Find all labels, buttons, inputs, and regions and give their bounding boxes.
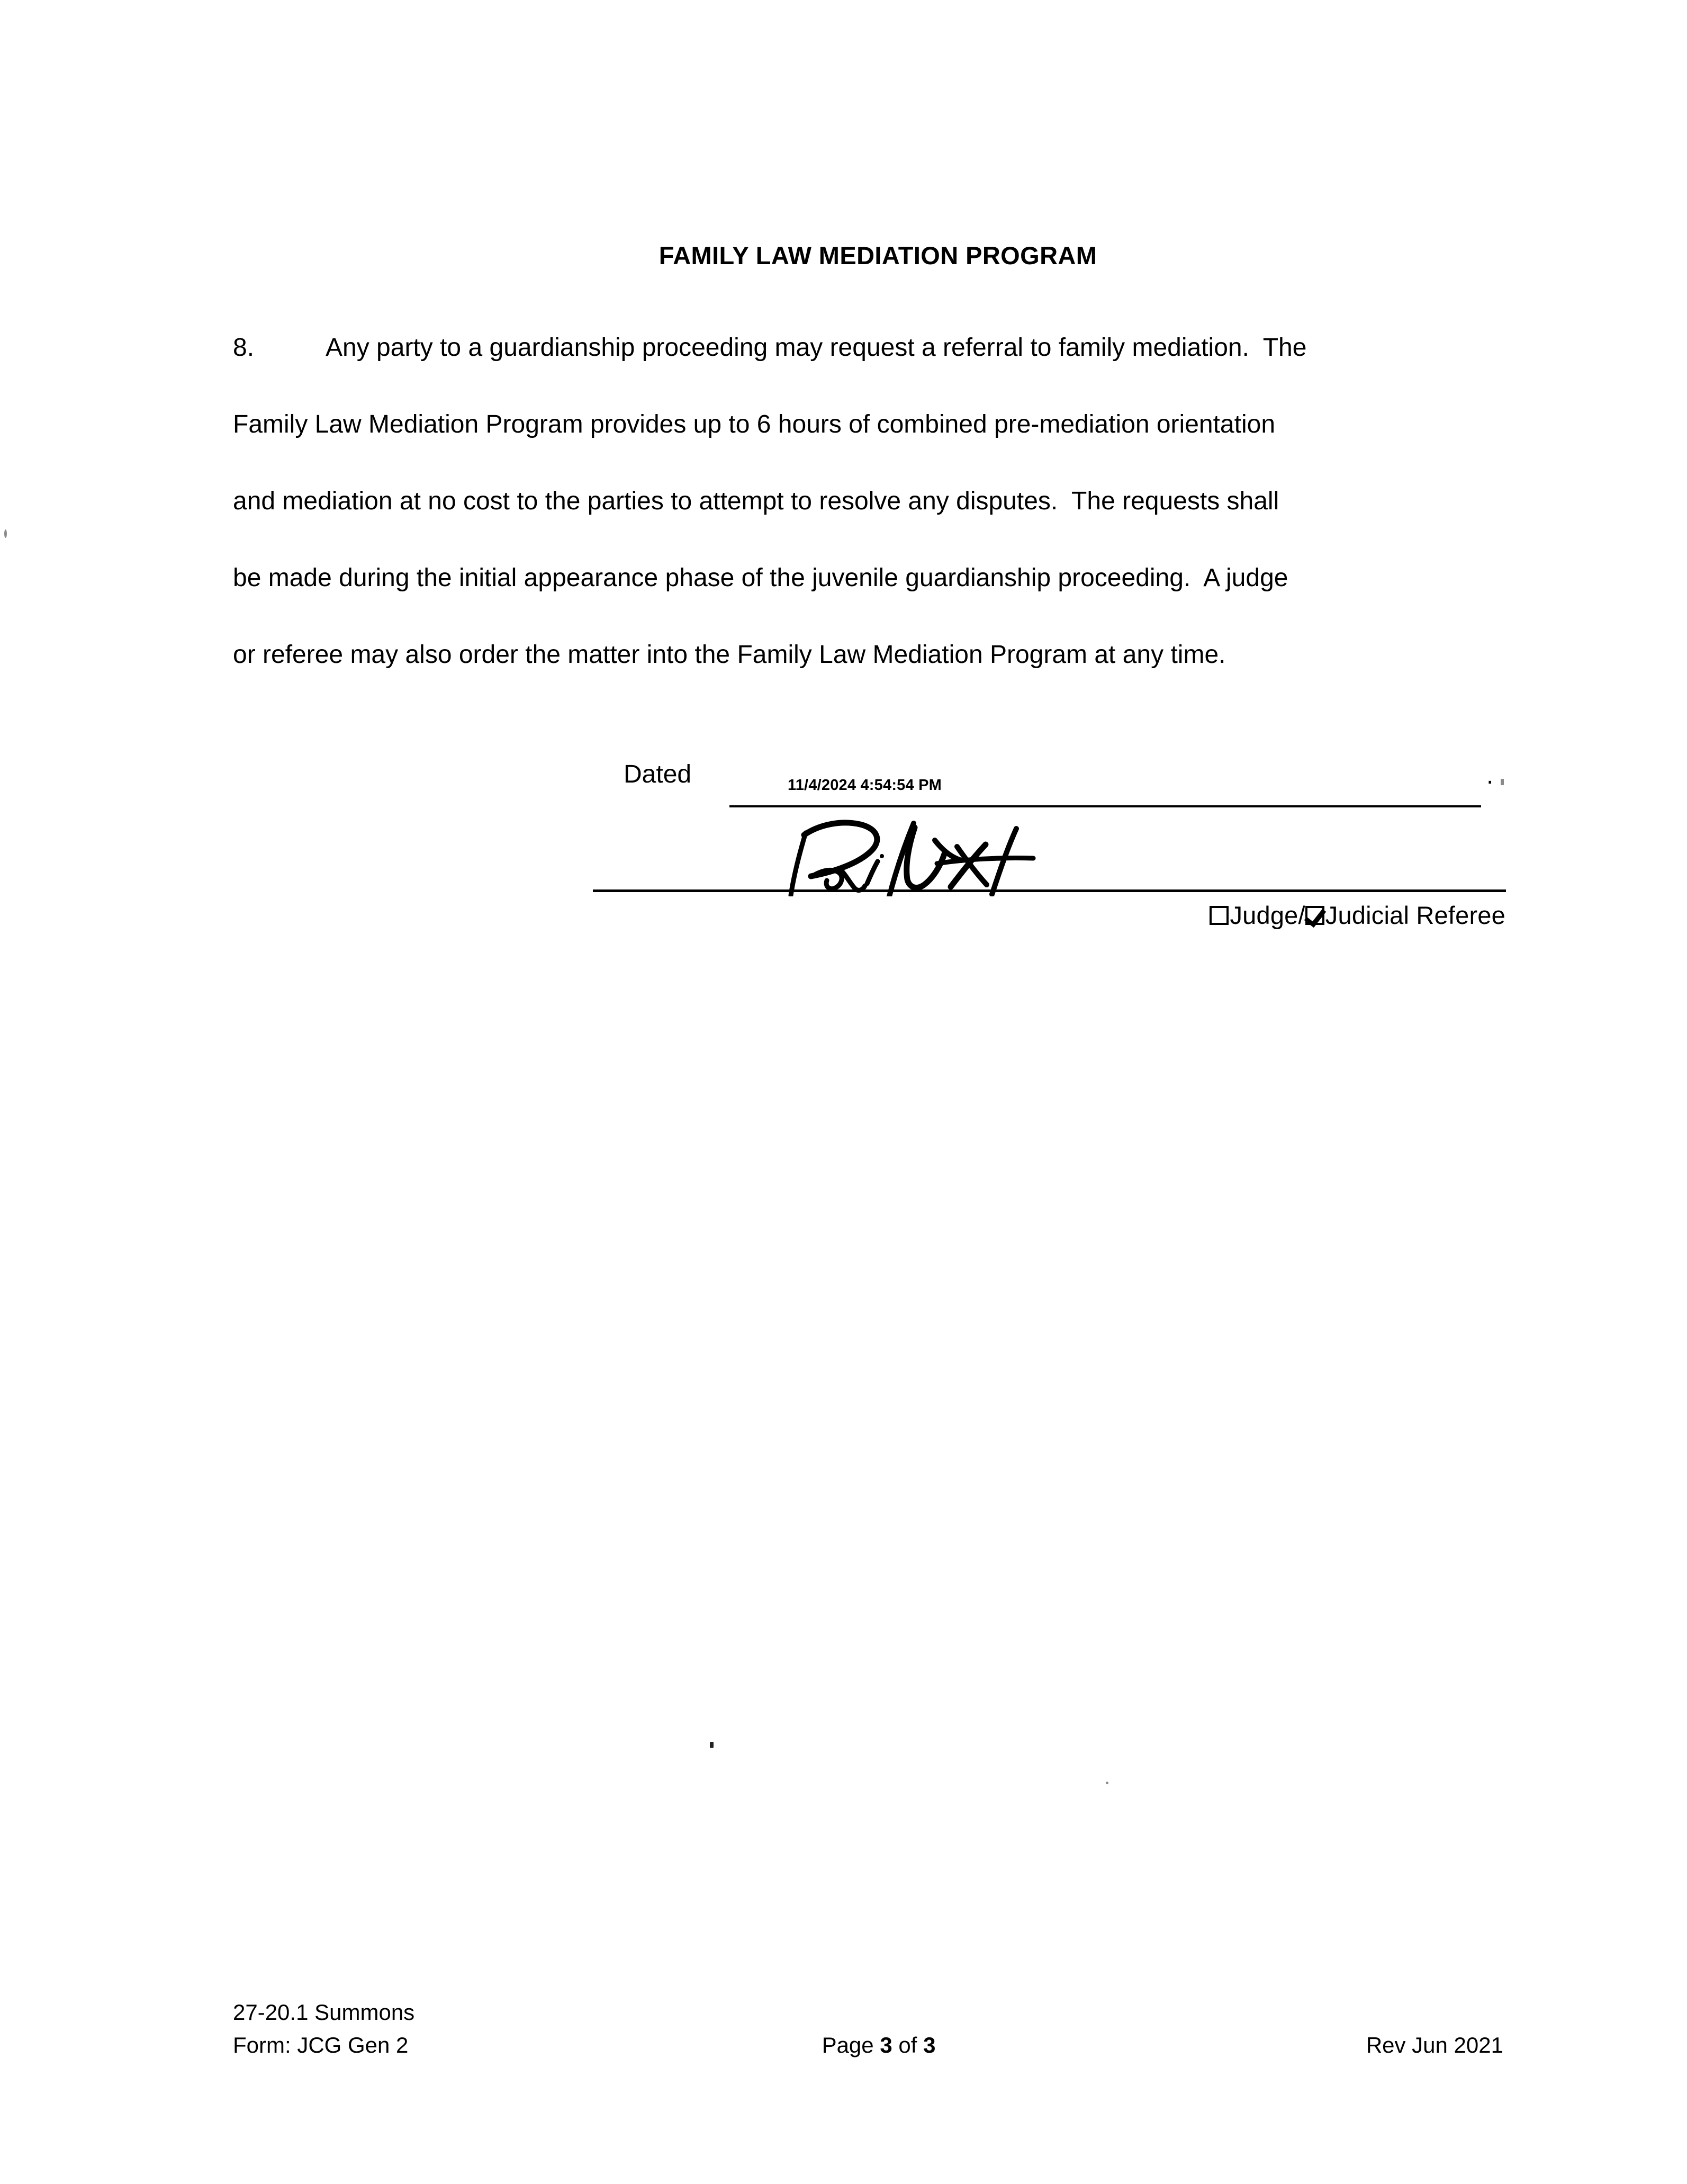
- paragraph-line-text: and mediation at no cost to the parties to attempt to resolve any disputes. The requests shall: [233, 487, 1279, 515]
- paragraph-line-text: Family Law Mediation Program provides up to 6 hours of combined pre-mediation orientation: [233, 410, 1276, 438]
- paragraph-line: [233, 328, 1487, 405]
- dated-value[interactable]: 11/4/2024 4:54:54 PM: [788, 777, 942, 794]
- paragraph-line: [233, 405, 1487, 482]
- paragraph-line-text: Any party to a guardianship proceeding may request a referral to family mediation. The: [326, 334, 1307, 362]
- page-total: 3: [923, 2033, 936, 2057]
- dated-row: [624, 754, 1508, 818]
- scan-speck: [4, 529, 7, 538]
- scan-speck: [710, 1742, 714, 1748]
- dated-label: Dated: [624, 760, 692, 788]
- paragraph-line: [233, 559, 1487, 635]
- paragraph-line-text: or referee may also order the matter into the Family Law Mediation Program at any time.: [233, 641, 1226, 669]
- judicial-referee-checkbox[interactable]: [1305, 906, 1324, 925]
- paragraph-number: 8.: [233, 334, 255, 362]
- judge-checkbox[interactable]: [1210, 906, 1229, 925]
- dated-trailing-period: .: [1486, 761, 1494, 789]
- page-footer: [233, 1996, 1503, 2075]
- paragraph-line-text: be made during the initial appearance phase of the juvenile guardianship proceeding. A judge: [233, 564, 1288, 592]
- judge-label: Judge: [1230, 901, 1298, 929]
- page-current: 3: [880, 2033, 892, 2057]
- footer-form-number: 27-20.1 Summons: [233, 2000, 415, 2025]
- paragraph-line: [233, 482, 1487, 559]
- page-middle: of: [892, 2033, 924, 2057]
- signature-ink: [778, 817, 1080, 896]
- paragraph-8: [233, 328, 1487, 712]
- footer-form-name: Form: JCG Gen 2: [233, 2033, 409, 2057]
- scan-speck: [1106, 1782, 1108, 1784]
- dated-rule-line: [729, 805, 1481, 807]
- page-prefix: Page: [822, 2033, 880, 2057]
- signature-rule-line: [593, 889, 1506, 892]
- role-selection-row: [0, 900, 1687, 931]
- signature-row: [593, 821, 1506, 892]
- footer-page-indicator: [233, 2029, 1503, 2062]
- page-title: FAMILY LAW MEDIATION PROGRAM: [658, 241, 1097, 269]
- paragraph-line: [233, 635, 1487, 712]
- footer-revision: Rev Jun 2021: [1366, 2033, 1503, 2057]
- role-separator: /: [1298, 901, 1305, 929]
- judicial-referee-label: Judicial Referee: [1325, 901, 1505, 929]
